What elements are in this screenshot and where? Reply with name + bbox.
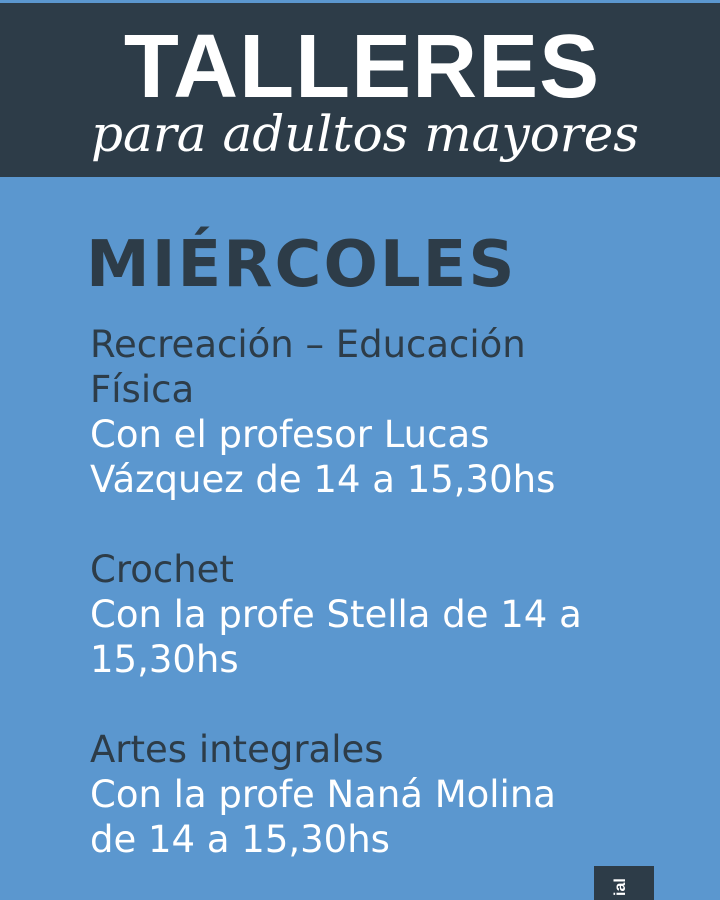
workshop-item bbox=[90, 547, 710, 682]
workshop-name-line: Física bbox=[90, 368, 195, 411]
workshop-detail-line: Con la profe Naná Molina bbox=[90, 773, 556, 816]
workshop-detail-line: Con el profesor Lucas bbox=[90, 413, 490, 456]
workshop-detail-line: Vázquez de 14 a 15,30hs bbox=[90, 458, 556, 501]
page-title: TALLERES bbox=[123, 17, 601, 117]
workshop-item bbox=[90, 727, 710, 862]
workshop-list bbox=[90, 322, 710, 862]
day-heading: MIÉRCOLES bbox=[86, 228, 517, 302]
workshop-detail-line: Con la profe Stella de 14 a bbox=[90, 593, 582, 636]
workshop-name-line: Recreación – Educación bbox=[90, 323, 526, 366]
page-subtitle: para adultos mayores bbox=[91, 105, 639, 163]
corner-tab-text: ial bbox=[612, 878, 629, 896]
workshop-name-line: Crochet bbox=[90, 548, 234, 591]
header-band bbox=[0, 3, 720, 177]
workshop-detail-line: de 14 a 15,30hs bbox=[90, 818, 390, 861]
workshop-item bbox=[90, 322, 710, 502]
workshop-detail-line: 15,30hs bbox=[90, 638, 239, 681]
workshop-name-line: Artes integrales bbox=[90, 728, 384, 771]
corner-tab bbox=[594, 866, 654, 900]
